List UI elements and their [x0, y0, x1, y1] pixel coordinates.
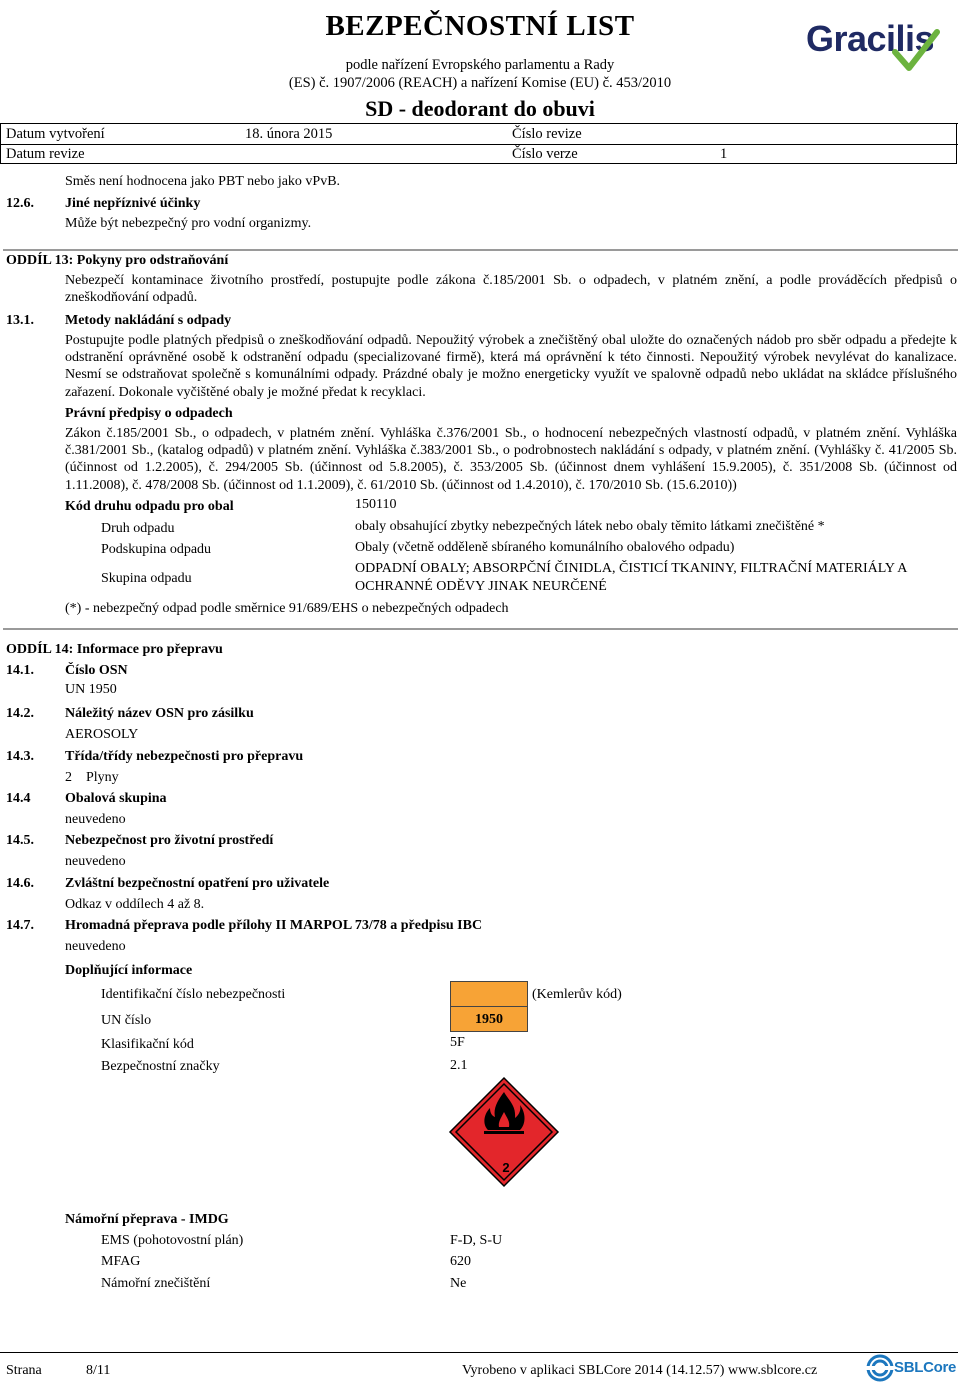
pbt-statement: Směs není hodnocena jako PBT nebo jako vPvB. — [65, 174, 341, 189]
section-title: Zvláštní bezpečnostní opatření pro uživatele — [65, 876, 330, 891]
marine-pollutant-value: Ne — [450, 1276, 467, 1291]
un-number-label: UN číslo — [101, 1013, 152, 1028]
additional-info-title: Doplňující informace — [65, 963, 193, 978]
disposal-methods-text: Postupujte podle platných předpisů o zneškodňování odpadů. Nepoužitý výrobek a znečištěný obal uložte do označených nádob pro sběr odpadu a předejte k odstranění oprávněné osobě k odstranění odpadu (specializované firmě), která má oprávnění k této činnosti. Nepoužitý výrobek nevylévat do kanalizace. Nesmí se odstraňovat společně s komunálními odpady. Prázdné obaly je možno energeticky využít ve spalovně odpadů nebo ukládat na skládce příslušného zařazení. Dokonale vyčištěné obaly je možné předat k recyklaci. — [65, 333, 957, 400]
section-number: 14.7. — [6, 918, 34, 933]
diamond-class-number: 2 — [502, 1160, 510, 1175]
section-number: 14.5. — [6, 833, 34, 848]
regulation-line-2: (ES) č. 1907/2006 (REACH) a nařízení Komise (EU) č. 453/2010 — [288, 75, 672, 91]
checkmark-icon — [892, 28, 940, 74]
produced-by: Vyrobeno v aplikaci SBLCore 2014 (14.12.57) www.sblcore.cz — [462, 1363, 818, 1378]
kemler-note: (Kemlerův kód) — [532, 987, 622, 1002]
waste-group-value-2: OCHRANNÉ ODĚVY JINAK NEURČENÉ — [355, 579, 607, 594]
section-number: 13.1. — [6, 313, 34, 328]
section-value: UN 1950 — [65, 682, 117, 697]
mfag-label: MFAG — [101, 1254, 141, 1269]
section-title: Metody nakládání s odpady — [65, 313, 232, 328]
section-value: 2 Plyny — [65, 770, 119, 785]
section-title: Hromadná přeprava podle přílohy II MARPOL 73/78 a předpisu IBC — [65, 918, 483, 933]
ems-label: EMS (pohotovostní plán) — [101, 1233, 244, 1248]
created-value: 18. února 2015 — [245, 126, 333, 142]
section-number: 14.2. — [6, 706, 34, 721]
waste-type-value: obaly obsahující zbytky nebezpečných látek nebo obaly těmito látkami znečištěné * — [355, 519, 825, 534]
section-number: 14.4 — [6, 791, 31, 806]
revision-date-label: Datum revize — [6, 146, 85, 162]
section-number: 14.3. — [6, 749, 34, 764]
hazardous-waste-footnote: (*) - nebezpečný odpad podle směrnice 91/689/EHS o nebezpečných odpadech — [65, 601, 509, 616]
section-13-intro: Nebezpečí kontaminace životního prostředí, postupujte podle zákona č.185/2001 Sb. o odpadech, v platném znění, a podle prováděcích předpisů o zneškodňování odpadů. — [65, 273, 957, 306]
revision-number-label: Číslo revize — [512, 126, 582, 142]
regulation-line-1: podle nařízení Evropského parlamentu a Rady — [345, 57, 615, 73]
marine-pollutant-label: Námořní znečištění — [101, 1276, 211, 1291]
section-number: 14.1. — [6, 663, 34, 678]
legal-text: Zákon č.185/2001 Sb., o odpadech, v platném znění. Vyhláška č.376/2001 Sb., o hodnocení nebezpečných vlastností odpadů, v platném znění. Vyhláška č.381/2001 Sb., (katalog odpadů) v platném znění. Vyhláška č.383/2001 Sb., o podrobnostech nakládání s odpady, v platném znění. (Vyhlášky č. 41/2005 Sb. (účinnost od 1.2.2005), č. 294/2005 Sb. (účinnost od 5.8.2005), č. 353/2005 Sb. (účinnost dnem vyhlášení 15.9.2005), č. 351/2008 Sb. (účinnost od 1.11.2008), č. 478/2008 Sb. (účinnost od 1.1.2009), č. 61/2010 Sb. (účinnost od 1.4.2010), č. 170/2010 Sb. (15.6.2010)) — [65, 426, 957, 493]
waste-group-label: Skupina odpadu — [101, 571, 192, 586]
safety-signs-value: 2.1 — [450, 1058, 468, 1073]
section-13-heading: ODDÍL 13: Pokyny pro odstraňování — [6, 253, 229, 268]
section-number: 12.6. — [6, 196, 34, 211]
mfag-value: 620 — [450, 1254, 471, 1269]
sblcore-logo-text: SBLCore — [894, 1359, 957, 1376]
version-label: Číslo verze — [512, 146, 578, 162]
gracilis-logo-text: Gracilis — [806, 18, 935, 59]
waste-type-label: Druh odpadu — [101, 521, 175, 536]
ems-value: F-D, S-U — [450, 1233, 503, 1248]
un-number-value: 1950 — [475, 1012, 503, 1027]
section-number: 14.6. — [6, 876, 34, 891]
product-name: SD - deodorant do obuvi — [365, 96, 595, 121]
safety-signs-label: Bezpečnostní značky — [101, 1059, 220, 1074]
hazard-id-plate — [450, 981, 528, 1007]
section-title: Číslo OSN — [65, 663, 128, 678]
waste-subgroup-value: Obaly (včetně odděleně sbíraného komunálního obalového odpadu) — [355, 540, 735, 555]
created-label: Datum vytvoření — [6, 126, 105, 142]
section-14-heading: ODDÍL 14: Informace pro přepravu — [6, 642, 223, 657]
section-value: neuvedeno — [65, 854, 126, 869]
section-value: AEROSOLY — [65, 727, 139, 742]
section-title: Obalová skupina — [65, 791, 167, 806]
section-title: Náležitý název OSN pro zásilku — [65, 706, 254, 721]
section-value: Odkaz v oddílech 4 až 8. — [65, 897, 205, 912]
legal-title: Právní předpisy o odpadech — [65, 406, 233, 421]
hazard-id-label: Identifikační číslo nebezpečnosti — [101, 987, 286, 1002]
classification-code-value: 5F — [450, 1035, 465, 1050]
page-label: Strana — [6, 1363, 42, 1378]
waste-code-label: Kód druhu odpadu pro obal — [65, 499, 234, 514]
section-title: Třída/třídy nebezpečnosti pro přepravu — [65, 749, 304, 764]
waste-code-value: 150110 — [355, 497, 397, 512]
waste-group-value-1: ODPADNÍ OBALY; ABSORPČNÍ ČINIDLA, ČISTICÍ TKANINY, FILTRAČNÍ MATERIÁLY A — [355, 561, 908, 576]
sblcore-logo-icon — [866, 1354, 894, 1382]
page-number: 8/11 — [86, 1363, 111, 1378]
section-text: Může být nebezpečný pro vodní organizmy. — [65, 216, 312, 231]
section-value: neuvedeno — [65, 812, 126, 827]
imdg-title: Námořní přeprava - IMDG — [65, 1212, 229, 1227]
version-value: 1 — [720, 146, 728, 162]
classification-code-label: Klasifikační kód — [101, 1037, 194, 1052]
waste-subgroup-label: Podskupina odpadu — [101, 542, 212, 557]
section-title: Nebezpečnost pro životní prostředí — [65, 833, 274, 848]
section-title: Jiné nepříznivé účinky — [65, 196, 201, 211]
document-title: BEZPEČNOSTNÍ LIST — [325, 10, 635, 42]
section-value: neuvedeno — [65, 939, 126, 954]
